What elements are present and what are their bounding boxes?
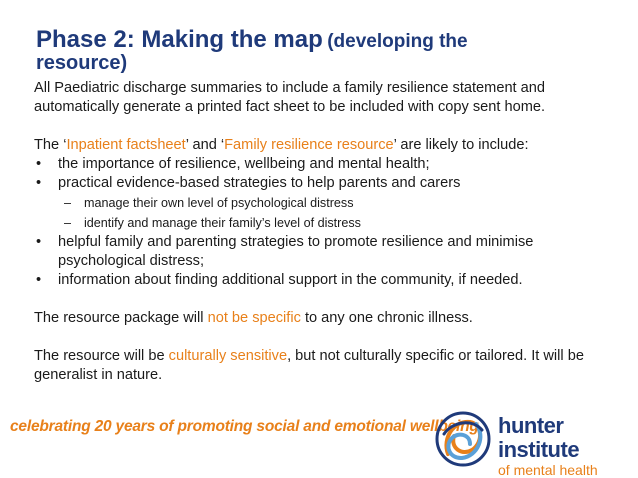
footer-tagline: celebrating 20 years of promoting social and emotional wellbeing (10, 418, 479, 435)
sub-bullet-list (34, 193, 609, 233)
sub-bullet-item: – identify and manage their family’s level of distress (34, 213, 609, 233)
cultural-paragraph (34, 347, 609, 385)
slide-body (34, 79, 609, 385)
bullet-item: • information about finding additional support in the community, if needed. (34, 271, 609, 290)
title-main: Phase 2: Making the map (36, 26, 323, 53)
intro-paragraph: All Paediatric discharge summaries to include a family resilience statement and automatically generate a printed fact sheet to be included with copy sent home. (34, 80, 546, 115)
likely-mid: ’ and ‘ (185, 137, 225, 153)
inpatient-factsheet-term: Inpatient factsheet (66, 137, 186, 153)
bullet-item: • the importance of resilience, wellbeing and mental health; (34, 155, 609, 174)
bullet-list-continued (34, 233, 609, 290)
bullet-item-text: practical evidence-based strategies to help parents and carers (58, 175, 461, 191)
cultural-prefix: The resource will be (34, 348, 169, 364)
sub-bullet-item: – manage their own level of psychological distress (34, 193, 609, 213)
package-paragraph (34, 309, 609, 328)
family-resilience-resource-term: Family resilience resource (224, 137, 394, 153)
bullet-item (34, 174, 609, 193)
bullet-list (34, 155, 609, 193)
package-suffix: to any one chronic illness. (300, 310, 473, 326)
hunter-institute-logo-icon (432, 408, 494, 470)
likely-prefix: The ‘ (34, 137, 67, 153)
title-parenthetical: (developing the (327, 31, 468, 52)
culturally-sensitive-highlight: culturally sensitive (168, 348, 288, 364)
cultural-suffix: , but not culturally specific or tailored. It will be generalist in nature. (34, 348, 584, 383)
likely-suffix: ’ are likely to include: (393, 137, 529, 153)
logo-line-1: hunter institute (498, 413, 580, 462)
package-prefix: The resource package will (34, 310, 208, 326)
logo-line-2: of mental health (498, 462, 598, 478)
not-specific-highlight: not be specific (207, 310, 301, 326)
bullet-item: • helpful family and parenting strategies to promote resilience and minimise psychological distress; (34, 233, 609, 271)
logo-wordmark (498, 414, 638, 478)
slide-title (36, 24, 576, 74)
title-parenthetical-line2: resource) (36, 52, 128, 74)
likely-include-paragraph (34, 136, 609, 155)
